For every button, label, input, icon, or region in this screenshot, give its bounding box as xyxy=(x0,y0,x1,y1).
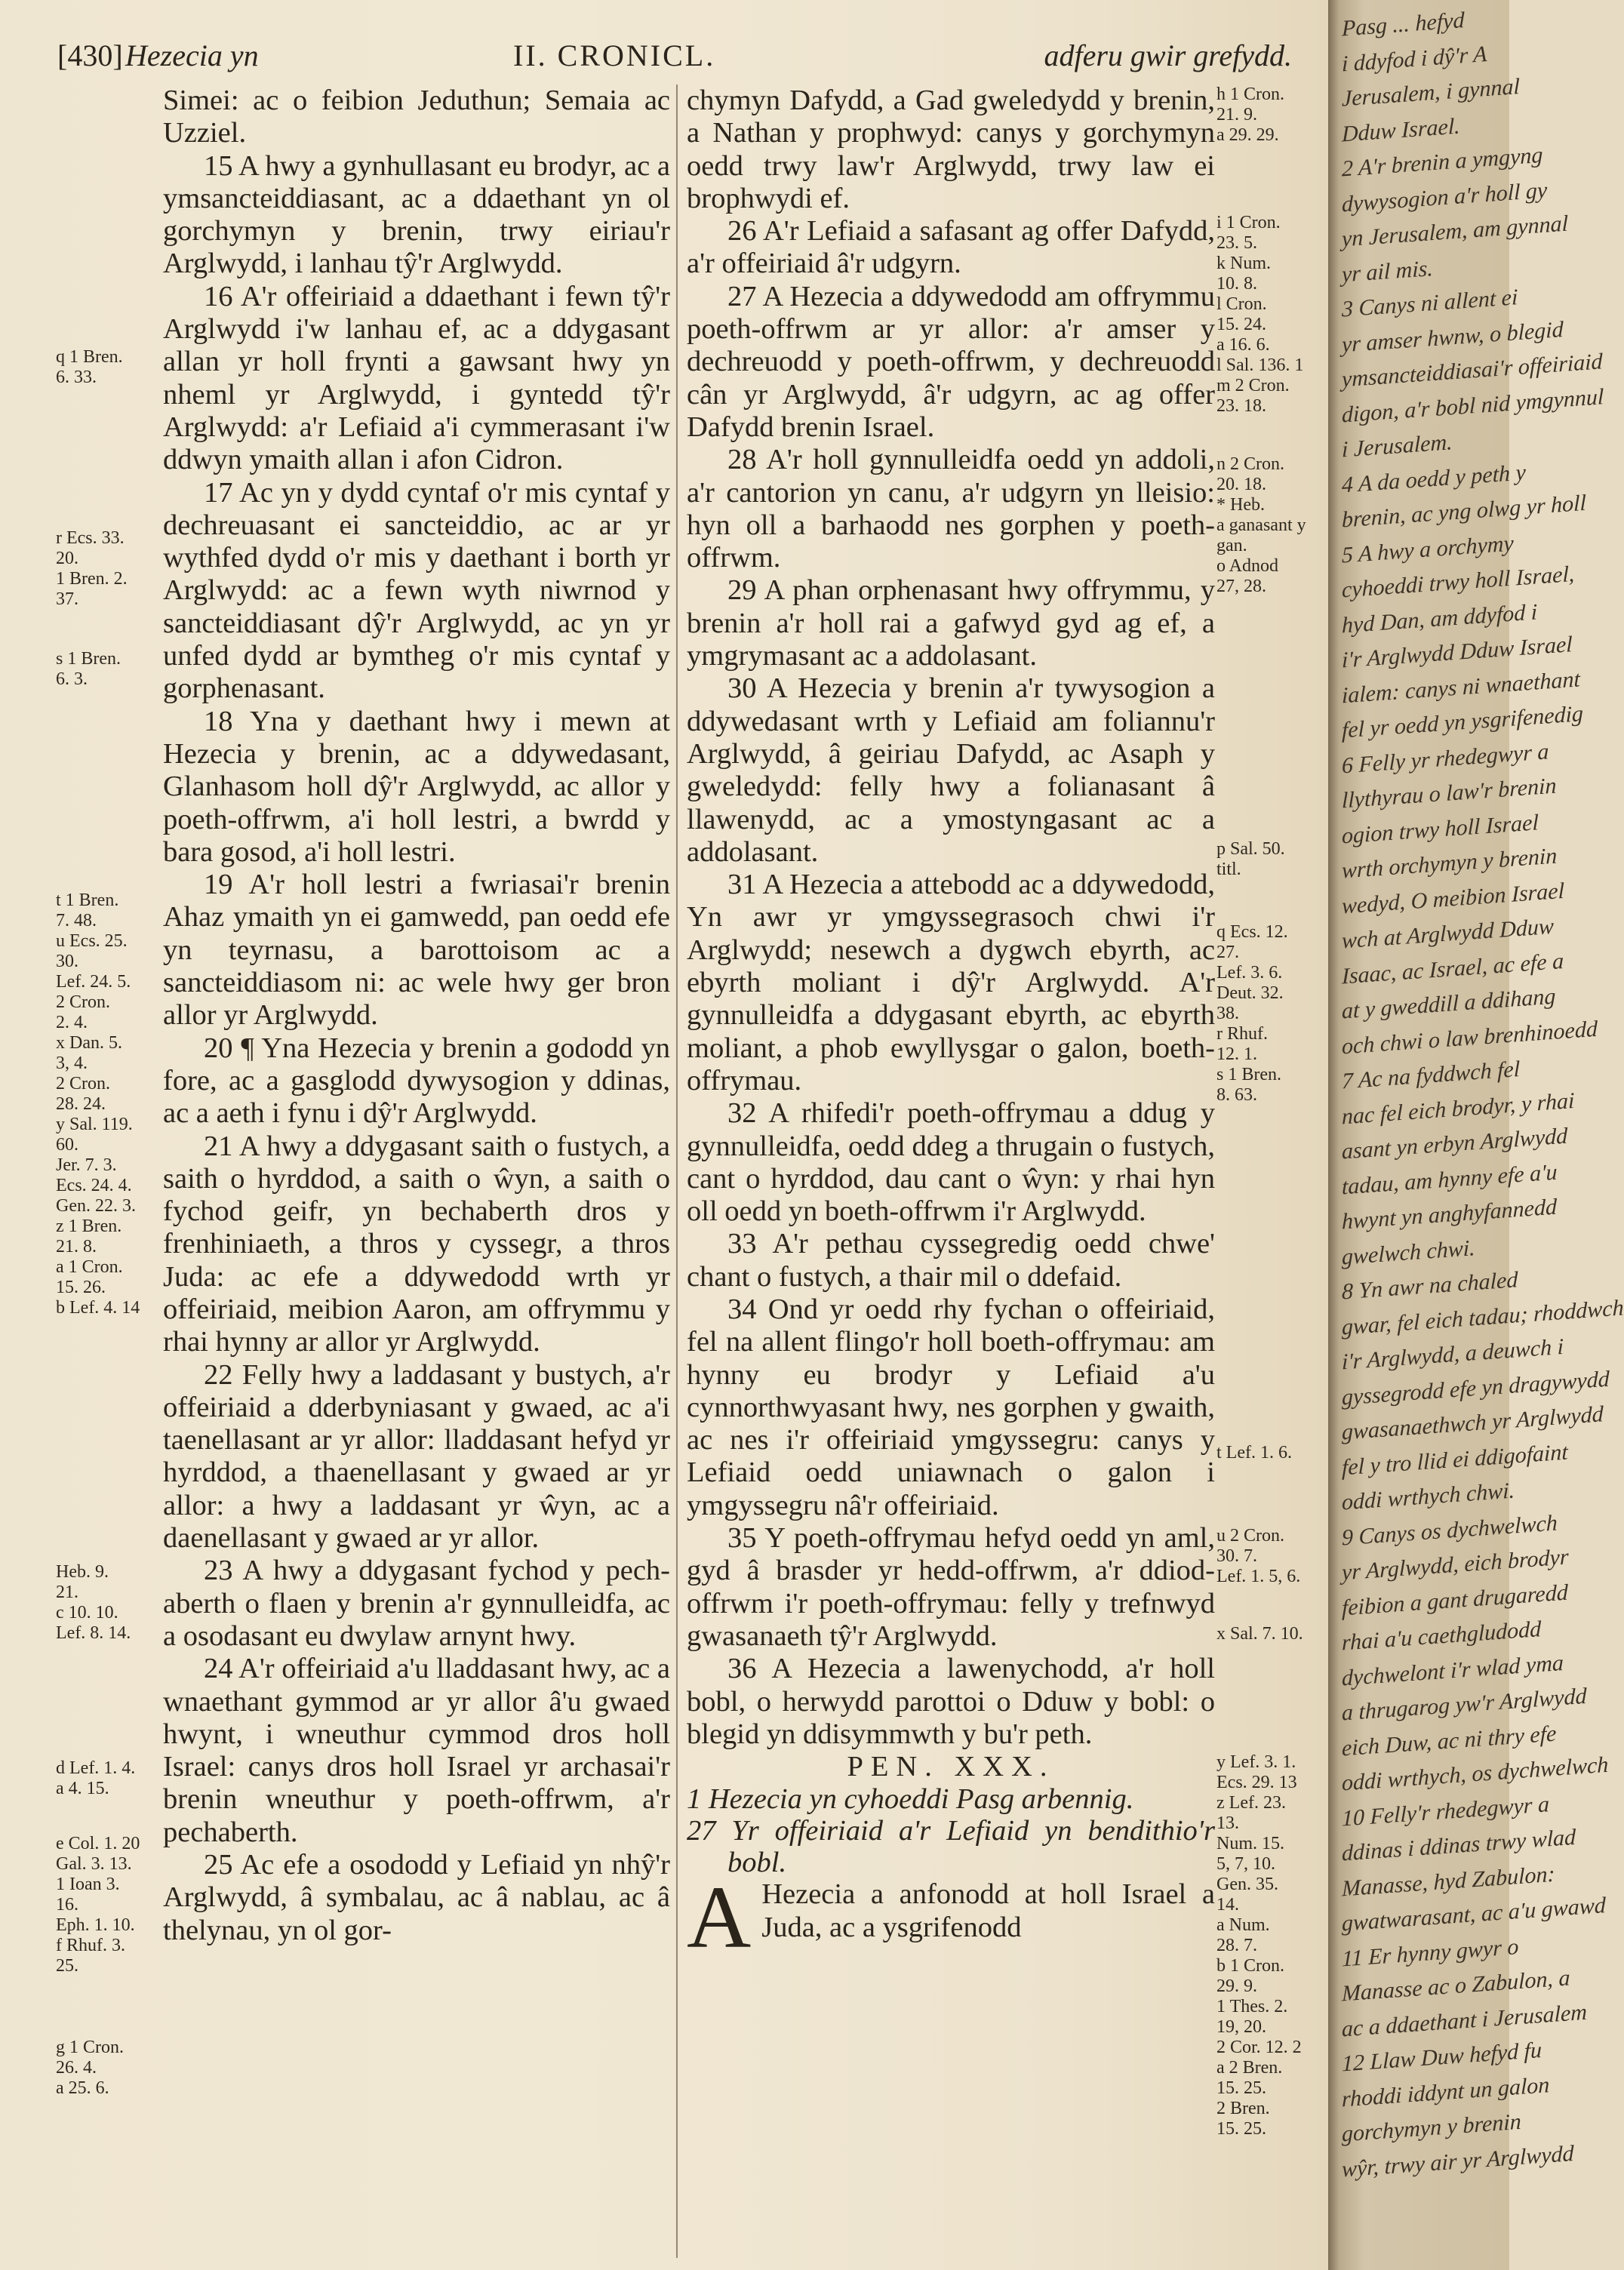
verse-paragraph: 21 A hwy a ddygasant saith o fustych, a saith o hyrddod, a saith o ŵyn, a saith o fychod geifr, yn bechaberth dros y frenhiniaeth, a thros y cyssegr, a thros Juda: ac efe a ddywedodd wrth yr offeiriaid, meibion Aaron, am offrymmu y rhai hynny ar allor yr Arglwydd. xyxy=(163,1130,670,1358)
margin-reference: x Sal. 7. 10. xyxy=(1216,1624,1303,1644)
verse-paragraph: 33 A'r pethau cyssegredig oedd chwe' chant o fustych, a thair mil o ddefaid. xyxy=(687,1228,1215,1293)
book-title: II. CRONICL. xyxy=(513,38,716,72)
facing-page-line: Manasse, hyd Zabulon: xyxy=(1342,1861,1555,1901)
facing-page-line: gwatwarasant, ac a'u gwawd xyxy=(1342,1893,1606,1936)
margin-reference: Heb. 9. 21. c 10. 10. Lef. 8. 14. xyxy=(56,1562,131,1643)
facing-page-line: wch at Arglwydd Dduw xyxy=(1342,913,1554,954)
facing-page-line: oddi wrthych chwi. xyxy=(1342,1478,1515,1515)
running-head-left: Hezecia yn xyxy=(125,38,259,72)
facing-page-line: 4 A da oedd y peth y xyxy=(1342,459,1526,497)
column-divider xyxy=(676,85,678,2258)
chapter-summary-line: 1 Hezecia yn cyhoeddi Pasg arbennig. xyxy=(687,1783,1134,1816)
facing-page-line: nac fel eich brodyr, y rhai xyxy=(1342,1087,1575,1129)
facing-page-line: gorchymyn y brenin xyxy=(1342,2109,1521,2147)
verse-paragraph: 31 A Hezecia a attebodd ac a ddywedodd, Yn awr yr ymgyssegrasoch chwi i'r Arglwydd; nesewch a dygwch ebyrth, ac ebyrth moliant i dŷ'r Arglwydd. A'r gynnulleidfa a ddygasant ebyrth, ac ebyrth moliant, a phob ewyllysgar o galon, boeth-offrymau. xyxy=(687,869,1215,1097)
facing-page-line: eich Duw, ac ni thry efe xyxy=(1342,1721,1557,1761)
facing-page-line: fel y tro llid ei ddigofaint xyxy=(1342,1439,1568,1480)
verse-paragraph: 18 Yna y daethant hwy i mewn at Hezecia y brenin, ac a ddywedasant, Glanhasom holl dŷ'r Arglwydd, ac allor y poeth-offrwm, a'i holl lestri, a bwrdd y bara gosod, a'i holl lestri. xyxy=(163,705,670,868)
right-column-verses xyxy=(687,85,1215,1751)
facing-page-line: 2 A'r brenin a ymgyng xyxy=(1342,142,1543,182)
margin-reference: y Lef. 3. 1. Ecs. 29. 13 z Lef. 23. 13. Num. 15. 5, 7, 10. Gen. 35. 14. a Num. 28. 7. b 1 Cron. 29. 9. 1 Thes. 2. 19, 20. 2 Cor. 12. 2 a 2 Bren. 15. 25. 2 Bren. 15. 25. xyxy=(1216,1752,1302,2139)
facing-page-line: 11 Er hynny gwyr o xyxy=(1342,1933,1519,1971)
margin-reference: q Ecs. 12. 27. Lef. 3. 6. Deut. 32. 38. r Rhuf. 12. 1. s 1 Bren. 8. 63. xyxy=(1216,922,1288,1105)
margin-reference: e Col. 1. 20 Gal. 3. 13. 1 Ioan 3. 16. Eph. 1. 10. f Rhuf. 3. 25. xyxy=(56,1834,140,1976)
verse-paragraph: 15 A hwy a gynhullasant eu brodyr, ac a ymsancteiddiasant, ac a ddaethant yn ol gorchymyn y brenin, trwy eiriau'r Arglwydd, i lanhau tŷ'r Arglwydd. xyxy=(163,149,670,280)
facing-page-line: gwelwch chwi. xyxy=(1342,1235,1475,1269)
verse-paragraph: 25 Ac efe a osododd y Lefiaid yn nhŷ'r Arglwydd, â symbalau, ac â nablau, ac â thelynau, yn ol gor- xyxy=(163,1849,670,1946)
facing-page-line: och chwi o law brenhinoedd xyxy=(1342,1016,1598,1059)
facing-page-line: yn Jerusalem, am gynnal xyxy=(1342,211,1568,252)
facing-page-line: wŷr, trwy air yr Arglwydd xyxy=(1342,2140,1574,2182)
facing-page-line: asant yn erbyn Arglwydd xyxy=(1342,1123,1568,1164)
facing-page-line: gyssegrodd efe yn dragywydd xyxy=(1342,1366,1610,1410)
facing-page-line: digon, a'r bobl nid ymgynnul xyxy=(1342,383,1604,427)
facing-page-line: 12 Llaw Duw hefyd fu xyxy=(1342,2037,1542,2077)
facing-page-line: yr amser hwnw, o blegid xyxy=(1342,316,1564,357)
facing-page-line: gwasanaethwch yr Arglwydd xyxy=(1342,1401,1604,1445)
chapter-heading: PEN. XXX. xyxy=(847,1751,1055,1783)
facing-page-line: Pasg ... hefyd xyxy=(1342,8,1465,42)
facing-page-line: hyd Dan, am ddyfod i xyxy=(1342,598,1538,638)
drop-cap: A xyxy=(687,1868,752,1967)
facing-page-line: cyhoeddi trwy holl Israel, xyxy=(1342,561,1575,603)
verse-paragraph: 35 Y poeth-offrymau hefyd oedd yn aml, gyd â brasder yr hedd-offrwm, a'r ddiod-offrwm i'r poeth-offrymau: felly y trefnwyd gwasanaeth tŷ'r Arglwydd. xyxy=(687,1522,1215,1652)
verse-paragraph: 16 A'r offeiriaid a ddaethant i fewn tŷ'r Arglwydd i'w lanhau ef, ac a ddygasant allan yr holl frynti a gawsant hwy yn nheml yr Arglwydd, i gyntedd tŷ'r Arglwydd: a'r Lefiaid a'i cymmerasant i'w ddwyn ymaith allan i afon Cidron. xyxy=(163,280,670,476)
verse-paragraph: 17 Ac yn y dydd cyntaf o'r mis cyntaf y dechreuasant ei sancteiddio, ac ar yr wythfed dydd o'r mis y daethant i borth yr Arglwydd: ac a fewn wyth niwrnod y sancteiddiasant dŷ'r Arglwydd, ac yn yr unfed dydd ar bymtheg o'r mis cyntaf y gorphenasant. xyxy=(163,476,670,705)
facing-page-line: rhai a'u caethgludodd xyxy=(1342,1616,1542,1656)
margin-reference: n 2 Cron. 20. 18. * Heb. a ganasant y gan. o Adnod 27, 28. xyxy=(1216,454,1306,596)
facing-page-line: ialem: canys ni wnaethant xyxy=(1342,666,1580,708)
facing-page-line: ddinas i ddinas trwy wlad xyxy=(1342,1824,1576,1866)
margin-reference: t 1 Bren. 7. 48. u Ecs. 25. 30. Lef. 24. 5. 2 Cron. 2. 4. x Dan. 5. 3, 4. 2 Cron. 28. 24. y Sal. 119. 60. Jer. 7. 3. Ecs. 24. 4. Gen. 22. 3. z 1 Bren. 21. 8. a 1 Cron. 15. 26. b Lef. 4. 14 xyxy=(56,890,140,1318)
facing-page-line: at y gweddill a ddihang xyxy=(1342,983,1556,1024)
left-text-column xyxy=(163,85,670,1947)
facing-page-edge xyxy=(1328,0,1624,2270)
verse-paragraph: 22 Felly hwy a laddasant y bustych, a'r offeiriaid a dderbyniasant y gwaed, ac a'i taenellasant ar yr allor: lladdasant hefyd yr hyrddod, a thaenellasant y gwaed ar yr allor: a hwy a laddasant yr ŵyn, ac a daenellasant y gwaed ar yr allor. xyxy=(163,1358,670,1555)
facing-page-line: Dduw Israel. xyxy=(1342,113,1460,146)
facing-page-line: 7 Ac na fyddwch fel xyxy=(1342,1056,1521,1094)
facing-page-line: a thrugarog yw'r Arglwydd xyxy=(1342,1683,1587,1726)
verse-paragraph: 36 A Hezecia a lawenychodd, a'r holl bobl, o herwydd parottoi o Dduw y bobl: o blegid yn ddisymmwth y bu'r peth. xyxy=(687,1653,1215,1750)
facing-page-line: ymsancteiddiasai'r offeiriaid xyxy=(1342,349,1603,392)
facing-page-line: fel yr oedd yn ysgrifenedig xyxy=(1342,701,1583,743)
facing-page-line: i'r Arglwydd, a deuwch i xyxy=(1342,1333,1564,1375)
margin-reference: i 1 Cron. 23. 5. k Num. 10. 8. l Cron. 15. 24. a 16. 6. l Sal. 136. 1 m 2 Cron. 23. 18. xyxy=(1216,213,1304,416)
facing-page-line: ogion trwy holl Israel xyxy=(1342,809,1539,848)
facing-page-line: Jerusalem, i gynnal xyxy=(1342,74,1520,112)
facing-page-line: ac a ddaethant i Jerusalem xyxy=(1342,1999,1587,2041)
facing-page-line: 10 Felly'r rhedegwyr a xyxy=(1342,1791,1549,1831)
verse-paragraph: 30 A Hezecia y brenin a'r tywysogion a ddywedasant wrth y Lefiaid am foliannu'r Arglwydd, â geiriau Dafydd, ac Asaph y gweledydd: felly hwy a folianasant â llawenydd, ac a ymostyngasant ac a addolasant. xyxy=(687,672,1215,868)
margin-reference: s 1 Bren. 6. 3. xyxy=(56,649,121,689)
facing-page-line: Isaac, ac Israel, ac efe a xyxy=(1342,948,1564,989)
margin-reference: q 1 Bren. 6. 33. xyxy=(56,347,123,387)
verse-paragraph: 20 ¶ Yna Hezecia y brenin a gododd yn fore, ac a gasglodd dywysogion y ddinas, ac a aeth i fynu i dŷ'r Arglwydd. xyxy=(163,1032,670,1130)
chapter-opening-text: Hezecia a anfonodd at holl Israel a Juda, ac a ysgrifenodd xyxy=(761,1878,1215,1943)
facing-page-line: i ddyfod i dŷ'r A xyxy=(1342,41,1487,76)
facing-page-line: yr Arglwydd, eich brodyr xyxy=(1342,1544,1569,1586)
facing-page-line: 9 Canys os dychwelwch xyxy=(1342,1510,1558,1550)
facing-page-line: 5 A hwy a orchymy xyxy=(1342,531,1514,568)
chapter-summary-line: 27 Yr offeiriaid a'r Lefiaid yn bendithio'r bobl. xyxy=(687,1815,1215,1879)
facing-page-line: llythyrau o law'r brenin xyxy=(1342,773,1557,814)
page-number: [430] xyxy=(57,38,123,72)
facing-page-line: 3 Canys ni allent ei xyxy=(1342,285,1518,322)
margin-reference: u 2 Cron. 30. 7. Lef. 1. 5, 6. xyxy=(1216,1526,1301,1586)
verse-paragraph: 27 A Hezecia a ddywedodd am offrymmu poeth-offrwm ar yr allor: a'r amser y dechreuodd y poeth-offrwm, y dechreuodd cân yr Arglwydd, â'r udgyrn, ac ag offer Dafydd brenin Israel. xyxy=(687,280,1215,443)
verse-paragraph: 28 A'r holl gynnulleidfa oedd yn addoli, a'r cantorion yn canu, a'r udgyrn yn lleisio: hyn oll a barhaodd nes gorphen y poeth-offrwm. xyxy=(687,444,1215,574)
facing-page-line: gwar, fel eich tadau; rhoddwch xyxy=(1342,1294,1624,1340)
facing-page-line: hwynt yn anghyfannedd xyxy=(1342,1194,1557,1235)
verse-paragraph: 24 A'r offeiriaid a'u lladdasant hwy, ac a wnaethant gymmod ar yr allor â'u gwaed hwynt, i wneuthur cymmod dros holl Israel: canys dros holl Israel yr archasai'r brenin wneuthur y poeth-offrwm, a'r pechaberth. xyxy=(163,1653,670,1848)
running-head-right: adferu gwir grefydd. xyxy=(1044,38,1292,72)
margin-reference: d Lef. 1. 4. a 4. 15. xyxy=(56,1758,136,1798)
margin-reference: t Lef. 1. 6. xyxy=(1216,1443,1292,1463)
facing-page-line: yr ail mis. xyxy=(1342,255,1433,287)
verse-paragraph: Simei: ac o feibion Jeduthun; Semaia ac Uzziel. xyxy=(163,85,670,149)
facing-page-line: tadau, am hynny efe a'u xyxy=(1342,1159,1558,1199)
verse-paragraph: chymyn Dafydd, a Gad gweledydd y brenin, a Nathan y prophwyd: canys y gorchymyn oedd trwy law'r Arglwydd, trwy law ei brophwydi ef. xyxy=(687,85,1215,214)
facing-page-line: dywysogion a'r holl gy xyxy=(1342,177,1548,217)
margin-reference: r Ecs. 33. 20. 1 Bren. 2. 37. xyxy=(56,528,128,609)
verse-paragraph: 34 Ond yr oedd rhy fychan o offeiriaid, fel na allent flingo'r holl boeth-offrymau: am hynny eu brodyr y Lefiaid a'u cynnorthwyasant hwy, nes gorphen y gwaith, ac nes i'r offeiriaid ymgyssegru: canys y Lefiaid oedd uniawnach o galon i ymgyssegru nâ'r offeiriaid. xyxy=(687,1293,1215,1521)
margin-reference: g 1 Cron. 26. 4. a 25. 6. xyxy=(56,2038,124,2098)
facing-page-line: brenin, ac yng olwg yr holl xyxy=(1342,490,1586,533)
facing-page-line: 6 Felly yr rhedegwyr a xyxy=(1342,738,1549,778)
margin-reference: p Sal. 50. titl. xyxy=(1216,839,1285,879)
facing-page-line: i Jerusalem. xyxy=(1342,429,1453,463)
facing-page-line: i'r Arglwydd Dduw Israel xyxy=(1342,632,1573,673)
facing-page-line: wrth orchymyn y brenin xyxy=(1342,843,1558,884)
facing-page-line: oddi wrthych, os dychwelwch xyxy=(1342,1752,1609,1796)
facing-page-line: dychwelont i'r wlad yma xyxy=(1342,1650,1564,1690)
chapter-summary xyxy=(687,1783,1215,1878)
facing-page-line: feibion a gant drugaredd xyxy=(1342,1579,1568,1620)
facing-page-line: wedyd, O meibion Israel xyxy=(1342,878,1564,918)
verse-paragraph: 32 A rhifedi'r poeth-offrymau a ddug y gynnulleidfa, oedd ddeg a thrugain o fustych, cant o hyrddod, dau cant o ŵyn: y rhai hyn oll oedd yn boeth-offrwm i'r Arglwydd. xyxy=(687,1097,1215,1228)
verse-paragraph: 23 A hwy a ddygasant fychod y pech-aberth o flaen y brenin a'r gynnulleidfa, ac a osodasant eu dwylaw arnynt hwy. xyxy=(163,1555,670,1652)
chapter-opening xyxy=(687,1868,1215,1967)
facing-page-line: Manasse ac o Zabulon, a xyxy=(1342,1965,1570,2007)
facing-page-line: 8 Yn awr na chaled xyxy=(1342,1267,1518,1305)
verse-paragraph: 29 A phan orphenasant hwy offrymmu, y brenin a'r holl rai a gafwyd gyd ag ef, a ymgrymasant ac a addolasant. xyxy=(687,574,1215,672)
margin-reference: h 1 Cron. 21. 9. a 29. 29. xyxy=(1216,85,1284,145)
verse-paragraph: 26 A'r Lefiaid a safasant ag offer Dafydd, a'r offeiriaid â'r udgyrn. xyxy=(687,215,1215,280)
facing-page-line: rhoddi iddynt un galon xyxy=(1342,2072,1550,2112)
verse-paragraph: 19 A'r holl lestri a fwriasai'r brenin Ahaz ymaith yn ei gamwedd, pan oedd efe yn teyrnasu, a barottoisom ac a sancteiddiasom ni: ac wele hwy ger bron allor yr Arglwydd. xyxy=(163,869,670,1032)
right-text-column xyxy=(687,85,1215,1967)
